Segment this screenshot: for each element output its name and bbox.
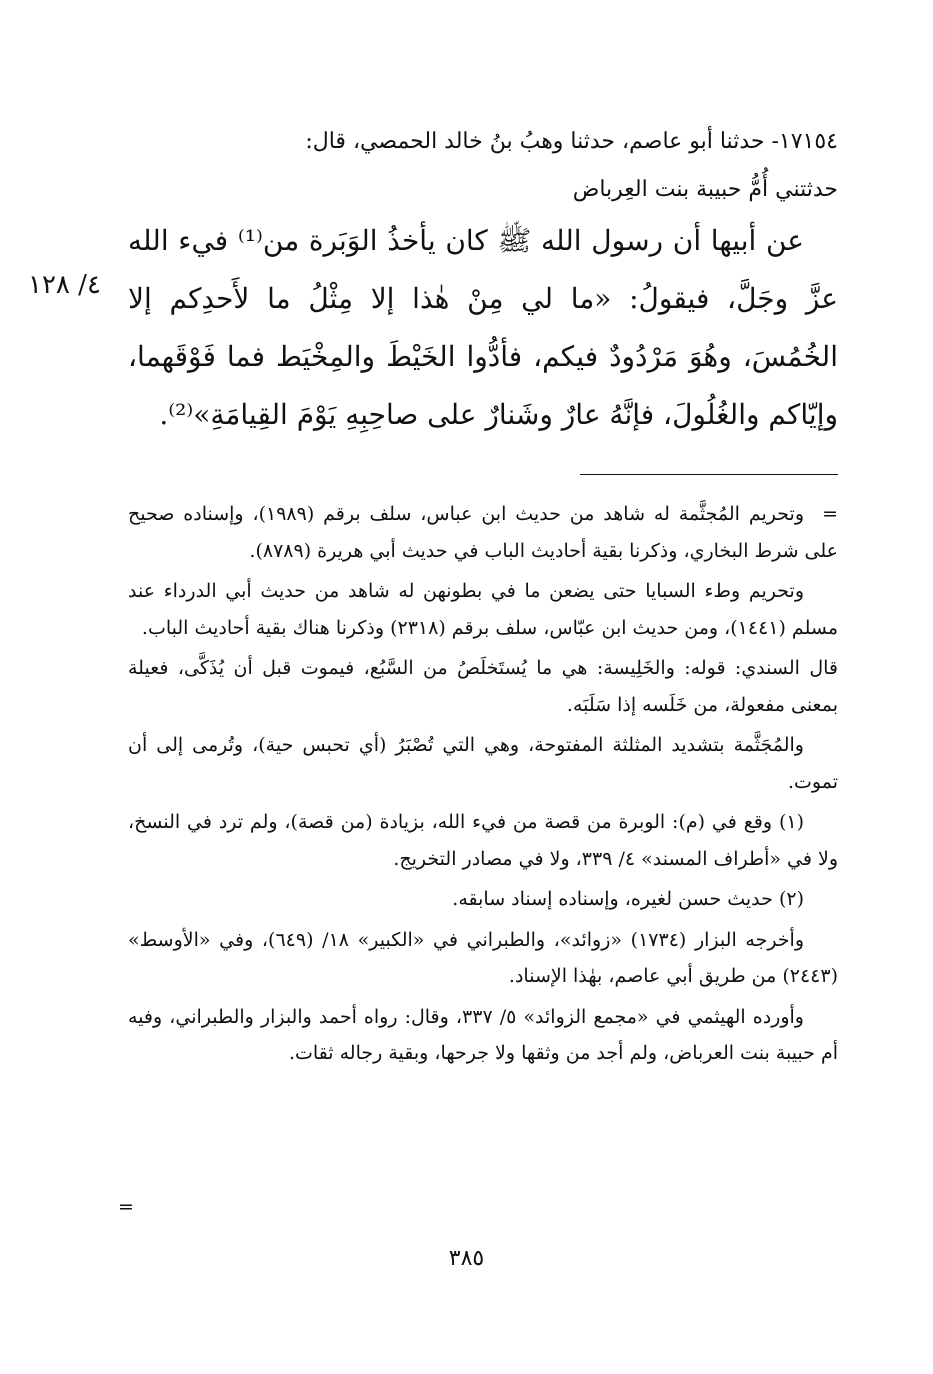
- continuation-end-mark: =: [118, 1196, 134, 1218]
- footnote-separator: [580, 474, 838, 475]
- hadith-heading-line-1: ١٧١٥٤- حدثنا أبو عاصم، حدثنا وهبُ بنُ خالد الحمصي، قال:: [305, 129, 838, 154]
- footnotes: [128, 496, 838, 1076]
- footnote-paragraph: وأورده الهيثمي في «مجمع الزوائد» ٥/ ٣٣٧، وقال: رواه أحمد والبزار والطبراني، وفيه أم حبيبة بنت العرباض، ولم أجد من وثقها ولا جرحها، وبقية رجاله ثقات.: [128, 1005, 838, 1064]
- footnote-paragraph: وتحريم المُجثَّمة له شاهد من حديث ابن عباس، سلف برقم (١٩٨٩)، وإسناده صحيح على شرط البخاري، وذكرنا بقية أحاديث الباب في حديث أبي هريرة (٨٧٨٩).: [128, 503, 838, 562]
- footnote-paragraph: قال السندي: قوله: والخَلِيسة: هي ما يُستَخلَصُ من السَّبُع، فيموت قبل أن يُذَكَّى، فعيلة بمعنى مفعولة، من خَلَسه إذا سَلَبَه.: [128, 657, 838, 716]
- hadith-heading: [128, 118, 838, 214]
- hadith-text: عن أبيها أن رسول الله ﷺ كان يأخذُ الوَبَرة من⁽¹⁾ فيء الله عزَّ وجَلَّ، فيقولُ: «ما لي مِنْ هٰذا إلا مِثْلُ ما لأَحدِكم إلا الخُمُسَ، وهُوَ مَرْدُودٌ فيكم، فأدُّوا الخَيْطَ والمِخْيَط فما فَوْقَهما، وإيّاكم والغُلُولَ، فإنَّهُ عارٌ وشَنارٌ على صاحِبِهِ يَوْمَ القِيامَةِ»⁽²⁾.: [128, 224, 838, 431]
- footnote-paragraph: وأخرجه البزار (١٧٣٤) «زوائد»، والطبراني في «الكبير» ١٨/ (٦٤٩)، وفي «الأوسط» (٢٤٤٣) من طريق أبي عاصم، بهٰذا الإسناد.: [128, 928, 838, 987]
- hadith-heading-line-2: حدثتني أُمُّ حبيبة بنت العِرباض: [572, 177, 838, 202]
- footnote-1: (١) وقع في (م): الوبرة من قصة من فيء الله، بزيادة (من قصة)، ولم ترد في النسخ، ولا في «أطراف المسند» ٤/ ٣٣٩، ولا في مصادر التخريج.: [128, 811, 838, 870]
- footnote-paragraph: والمُجَثَّمة بتشديد المثلثة المفتوحة، وهي التي تُصْبَرُ (أي تحبس حية)، وتُرمى إلى أن تموت.: [128, 734, 838, 793]
- footnote-2: (٢) حديث حسن لغيره، وإسناده إسناد سابقه.: [452, 888, 804, 910]
- footnote-paragraph: وتحريم وطء السبايا حتى يضعن ما في بطونهن له شاهد من حديث أبي الدرداء عند مسلم (١٤٤١)، ومن حديث ابن عبّاس، سلف برقم (٢٣١٨) وذكرنا هناك بقية أحاديث الباب.: [128, 580, 838, 639]
- side-reference: ٤/ ١٢٨: [28, 270, 101, 300]
- page-number: ٣٨٥: [448, 1246, 485, 1271]
- continuation-mark: =: [822, 503, 838, 525]
